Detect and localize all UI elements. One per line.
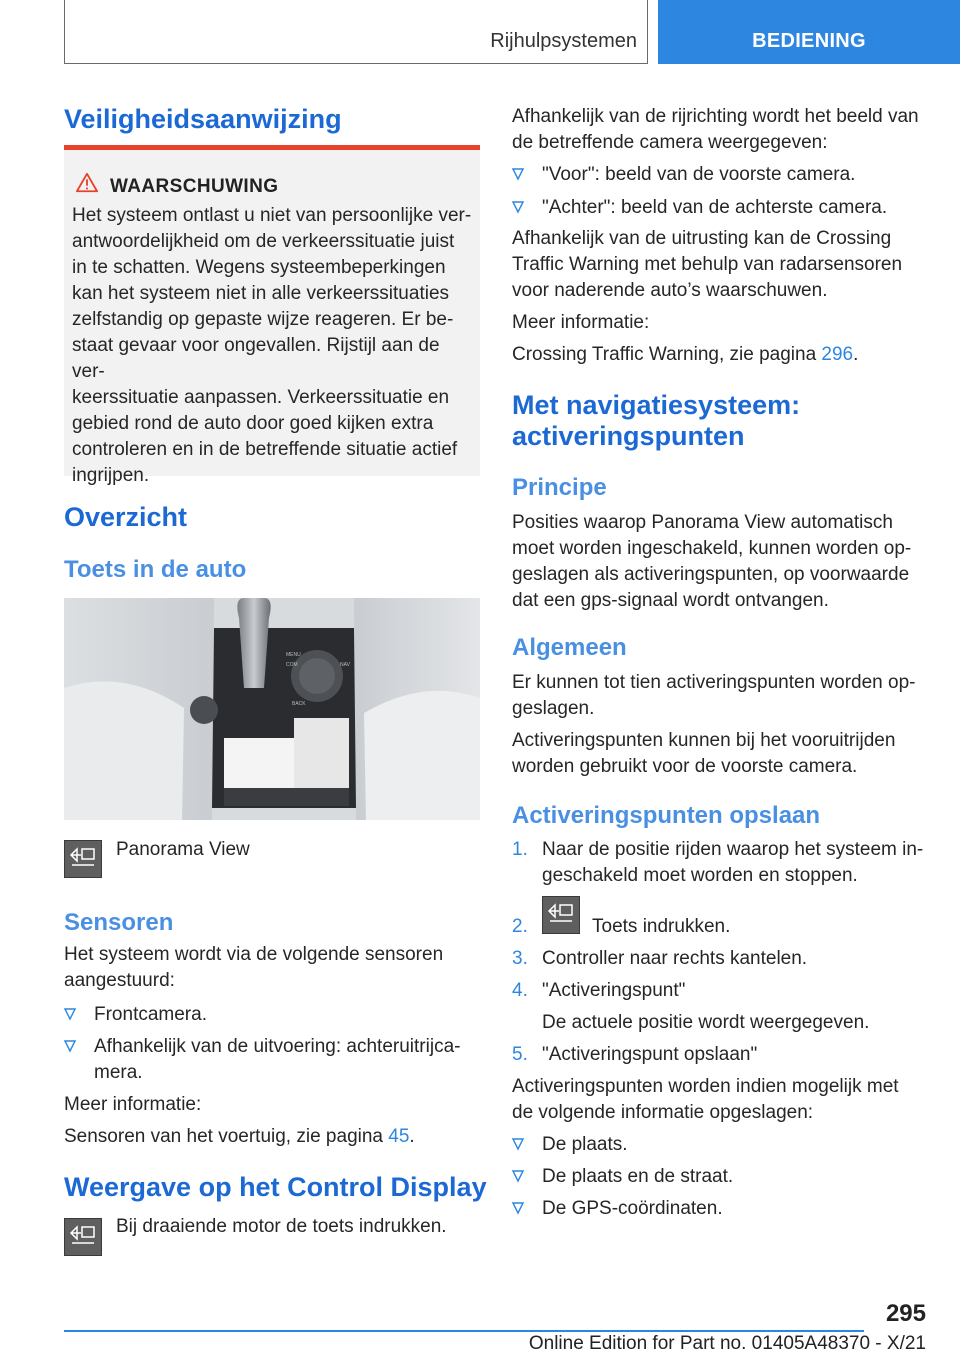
warning-box <box>64 145 480 486</box>
intro-text: de betreffende camera weergegeven: <box>512 132 828 153</box>
warning-line: in te schatten. Wegens systeembeperkingen <box>72 257 446 278</box>
panorama-view-key-icon <box>64 1218 102 1256</box>
heading-nav-system: activeringspunten <box>512 421 745 451</box>
general-text: Er kunnen tot tien activeringspunten worden op- <box>512 672 916 693</box>
ctw-reference-text: Crossing Traffic Warning, zie pagina <box>512 344 817 365</box>
bullet-triangle-icon <box>512 200 524 214</box>
bullet-triangle-icon <box>512 167 524 181</box>
panorama-view-key-icon <box>64 840 102 878</box>
bullet-triangle-icon <box>64 1007 76 1021</box>
panorama-view-key-icon <box>542 896 580 934</box>
step-text: geschakeld moet worden en stoppen. <box>542 865 858 886</box>
step-text: De actuele positie wordt weergegeven. <box>542 1012 870 1033</box>
bullet-triangle-icon <box>64 1039 76 1053</box>
bullet-triangle-icon <box>512 1201 524 1215</box>
ctw-reference: Crossing Traffic Warning, zie pagina 296. <box>512 344 859 365</box>
heading-principle: Principe <box>512 474 607 501</box>
general-text: geslagen. <box>512 698 595 719</box>
warning-line: Het systeem ontlast u niet van persoonlijke ver- <box>72 205 472 226</box>
header-section-title: Rijhulpsystemen <box>490 30 637 52</box>
step-number: 4. <box>512 980 528 1001</box>
bullet-triangle-icon <box>512 1169 524 1183</box>
center-console-photo <box>64 598 480 820</box>
warning-line: gebied rond de auto door goed kijken extra <box>72 413 434 434</box>
ctw-text: voor naderende auto’s waarschuwen. <box>512 280 828 301</box>
warning-line: staat gevaar voor ongevallen. Rijstijl aan de ver- <box>72 335 440 382</box>
general-text: Activeringspunten kunnen bij het vooruitrijden <box>512 730 896 751</box>
console-label-back: BACK <box>292 701 306 707</box>
principle-text: moet worden ingeschakeld, kunnen worden op- <box>512 538 912 559</box>
step-text: Toets indrukken. <box>592 916 731 937</box>
principle-text: geslagen als activeringspunten, op voorwaarde <box>512 564 910 585</box>
heading-safety: Veiligheidsaanwijzing <box>64 104 342 134</box>
list-item-text: De plaats. <box>542 1134 628 1155</box>
list-item-text: Frontcamera. <box>94 1004 207 1025</box>
principle-text: Posities waarop Panorama View automatisch <box>512 512 893 533</box>
saved-text: de volgende informatie opgeslagen: <box>512 1102 814 1123</box>
sensors-text: aangestuurd: <box>64 970 175 991</box>
more-info-label: Meer informatie: <box>64 1094 202 1115</box>
list-item-text: "Achter": beeld van de achterste camera. <box>542 197 888 218</box>
console-label-nav: NAV <box>340 662 350 668</box>
list-item-text: Afhankelijk van de uitvoering: achteruitrijca- <box>94 1036 461 1057</box>
header-chapter-tab[interactable] <box>658 0 960 64</box>
step-number: 3. <box>512 948 528 969</box>
ctw-text: Traffic Warning met behulp van radarsensoren <box>512 254 903 275</box>
step-number: 1. <box>512 839 528 860</box>
sensors-page-link[interactable]: 45 <box>388 1126 410 1147</box>
heading-nav-system: Met navigatiesysteem: <box>512 390 801 420</box>
panorama-view-caption: Panorama View <box>116 839 250 860</box>
heading-button-in-car: Toets in de auto <box>64 556 247 583</box>
sensors-text: Het systeem wordt via de volgende sensoren <box>64 944 444 965</box>
console-label-menu: MENU <box>286 652 301 658</box>
footer-divider <box>64 1330 864 1332</box>
step-text: "Activeringspunt" <box>542 980 686 1001</box>
more-info-label: Meer informatie: <box>512 312 650 333</box>
sensors-reference-text: Sensoren van het voertuig, zie pagina <box>64 1126 383 1147</box>
heading-save-points: Activeringspunten opslaan <box>512 802 821 829</box>
saved-text: Activeringspunten worden indien mogelijk met <box>512 1076 899 1097</box>
console-label-com: COM <box>286 662 298 668</box>
warning-line: kan het systeem niet in alle verkeerssituaties <box>72 283 450 304</box>
step-text: Controller naar rechts kantelen. <box>542 948 808 969</box>
warning-line: ingrijpen. <box>72 465 150 486</box>
heading-control-display: Weergave op het Control Display <box>64 1172 487 1202</box>
ctw-text: Afhankelijk van de uitrusting kan de Crossing <box>512 228 892 249</box>
step-text: Naar de positie rijden waarop het systeem in- <box>542 839 924 860</box>
principle-text: dat een gps-signaal wordt ontvangen. <box>512 590 829 611</box>
warning-line: zelfstandig op gepaste wijze reageren. Er be- <box>72 309 454 330</box>
header-section-box <box>64 0 648 64</box>
warning-title: WAARSCHUWING <box>110 176 279 197</box>
control-display-text: Bij draaiende motor de toets indrukken. <box>116 1216 447 1237</box>
page-number: 295 <box>885 1300 926 1327</box>
heading-general: Algemeen <box>512 634 627 661</box>
warning-line: antwoordelijkheid om de verkeerssituatie juist <box>72 231 455 252</box>
heading-overview: Overzicht <box>64 502 188 532</box>
warning-line: controleren en in de betreffende situatie actief <box>72 439 458 460</box>
list-item-text: "Voor": beeld van de voorste camera. <box>542 164 856 185</box>
general-text: worden gebruikt voor de voorste camera. <box>512 756 858 777</box>
sensors-reference: Sensoren van het voertuig, zie pagina 45. <box>64 1126 415 1147</box>
control-display-key[interactable] <box>64 1218 102 1261</box>
list-item-text: De GPS-coördinaten. <box>542 1198 723 1219</box>
list-item-text: mera. <box>94 1062 143 1083</box>
warning-triangle-icon <box>76 172 98 194</box>
list-item-text: De plaats en de straat. <box>542 1166 734 1187</box>
ctw-page-link[interactable]: 296 <box>821 344 854 365</box>
panorama-view-key[interactable] <box>542 896 580 939</box>
footer-edition: Online Edition for Part no. 01405A48370 - X/21 <box>528 1333 926 1354</box>
intro-text: Afhankelijk van de rijrichting wordt het beeld van <box>512 106 919 127</box>
warning-line: keerssituatie aanpassen. Verkeerssituatie en <box>72 387 450 408</box>
heading-sensors: Sensoren <box>64 909 174 936</box>
panorama-view-key[interactable] <box>64 840 102 883</box>
header-chapter-label: BEDIENING <box>752 30 866 52</box>
bullet-triangle-icon <box>512 1137 524 1151</box>
step-number: 2. <box>512 916 528 937</box>
step-number: 5. <box>512 1044 528 1065</box>
step-text: "Activeringspunt opslaan" <box>542 1044 758 1065</box>
warning-text <box>72 203 474 489</box>
